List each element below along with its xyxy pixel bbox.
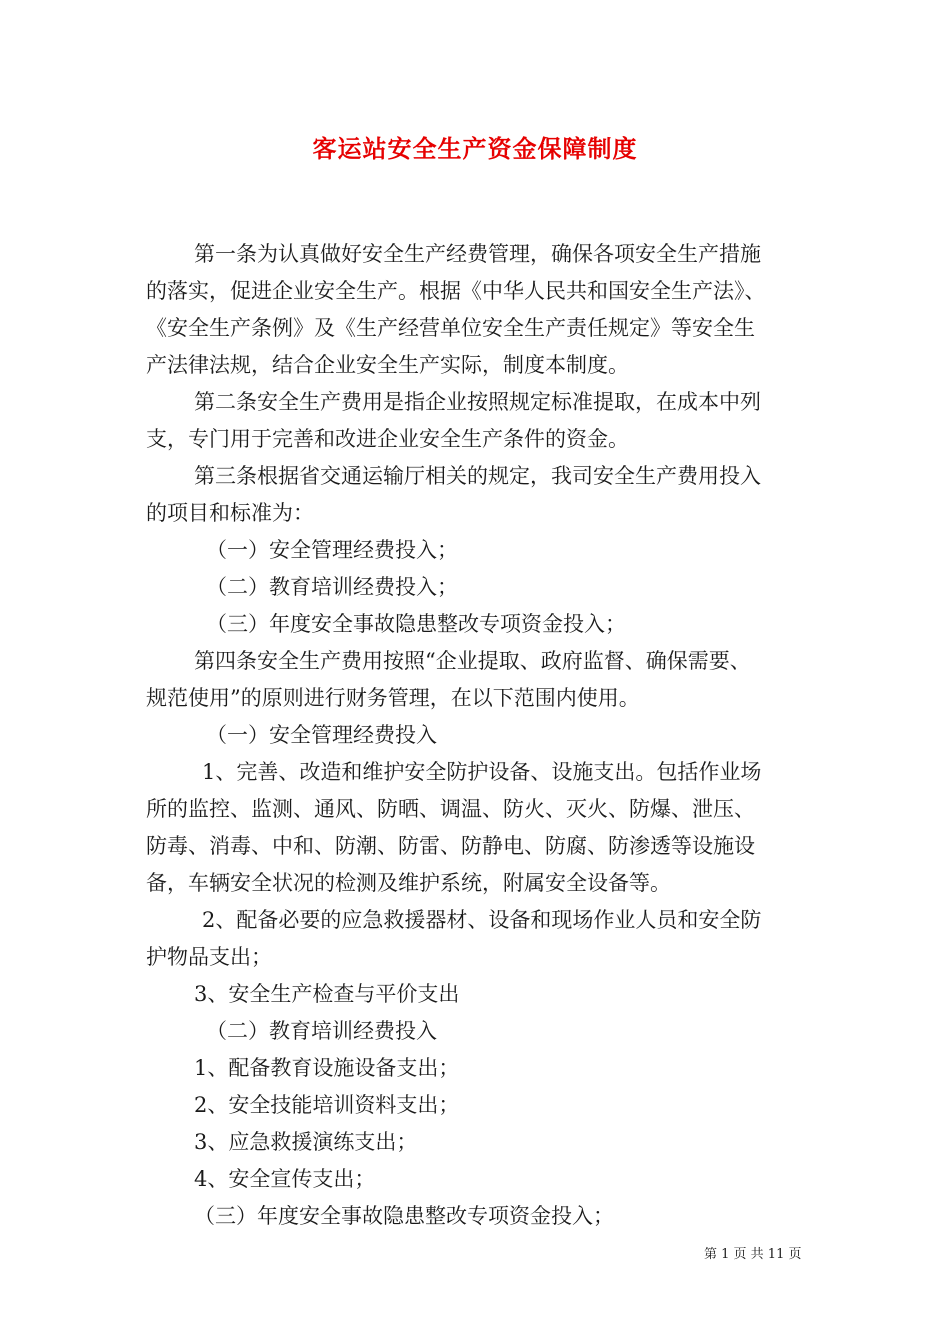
paragraph-line: 产法律法规，结合企业安全生产实际，制度本制度。 xyxy=(146,353,629,377)
paragraph-line: 规范使用”的原则进行财务管理，在以下范围内使用。 xyxy=(146,686,640,710)
list-item: 1、完善、改造和维护安全防护设备、设施支出。包括作业场 xyxy=(202,760,762,784)
paragraph-line: 所的监控、监测、通风、防晒、调温、防火、灭火、防爆、泄压、 xyxy=(146,797,755,821)
paragraph-line: 的项目和标准为： xyxy=(146,501,314,525)
section-heading: （三）年度安全事故隐患整改专项资金投入； xyxy=(194,1204,614,1228)
list-item: （二）教育培训经费投入； xyxy=(206,575,458,599)
list-item: （三）年度安全事故隐患整改专项资金投入； xyxy=(206,612,626,636)
paragraph-line: 支，专门用于完善和改进企业安全生产条件的资金。 xyxy=(146,427,629,451)
section-heading: （一）安全管理经费投入 xyxy=(206,723,437,747)
paragraph-line: 防毒、消毒、中和、防潮、防雷、防静电、防腐、防渗透等设施设 xyxy=(146,834,755,858)
document-title: 客运站安全生产资金保障制度 xyxy=(312,134,638,163)
page-number: 第 1 页 共 11 页 xyxy=(704,1247,802,1262)
list-item: （一）安全管理经费投入； xyxy=(206,538,458,562)
paragraph-line: 备，车辆安全状况的检测及维护系统，附属安全设备等。 xyxy=(146,871,671,895)
list-item: 3、应急救援演练支出； xyxy=(194,1130,418,1154)
list-item: 2、安全技能培训资料支出； xyxy=(194,1093,460,1117)
paragraph-line: 《安全生产条例》及《生产经营单位安全生产责任规定》等安全生 xyxy=(146,316,755,340)
paragraph-line: 第四条安全生产费用按照“企业提取、政府监督、确保需要、 xyxy=(194,649,751,673)
paragraph-line: 第二条安全生产费用是指企业按照规定标准提取，在成本中列 xyxy=(194,390,761,414)
paragraph-line: 第三条根据省交通运输厅相关的规定，我司安全生产费用投入 xyxy=(194,464,761,488)
list-item: 4、安全宣传支出； xyxy=(194,1167,376,1191)
list-item: 1、配备教育设施设备支出； xyxy=(194,1056,460,1080)
section-heading: （二）教育培训经费投入 xyxy=(206,1019,437,1043)
list-item: 2、配备必要的应急救援器材、设备和现场作业人员和安全防 xyxy=(202,908,762,932)
list-item: 3、安全生产检查与平价支出 xyxy=(194,982,460,1006)
paragraph-line: 第一条为认真做好安全生产经费管理，确保各项安全生产措施 xyxy=(194,242,761,266)
document-body xyxy=(146,236,806,1235)
paragraph-line: 护物品支出； xyxy=(146,945,272,969)
paragraph-line: 的落实，促进企业安全生产。根据《中华人民共和国安全生产法》、 xyxy=(146,279,766,303)
